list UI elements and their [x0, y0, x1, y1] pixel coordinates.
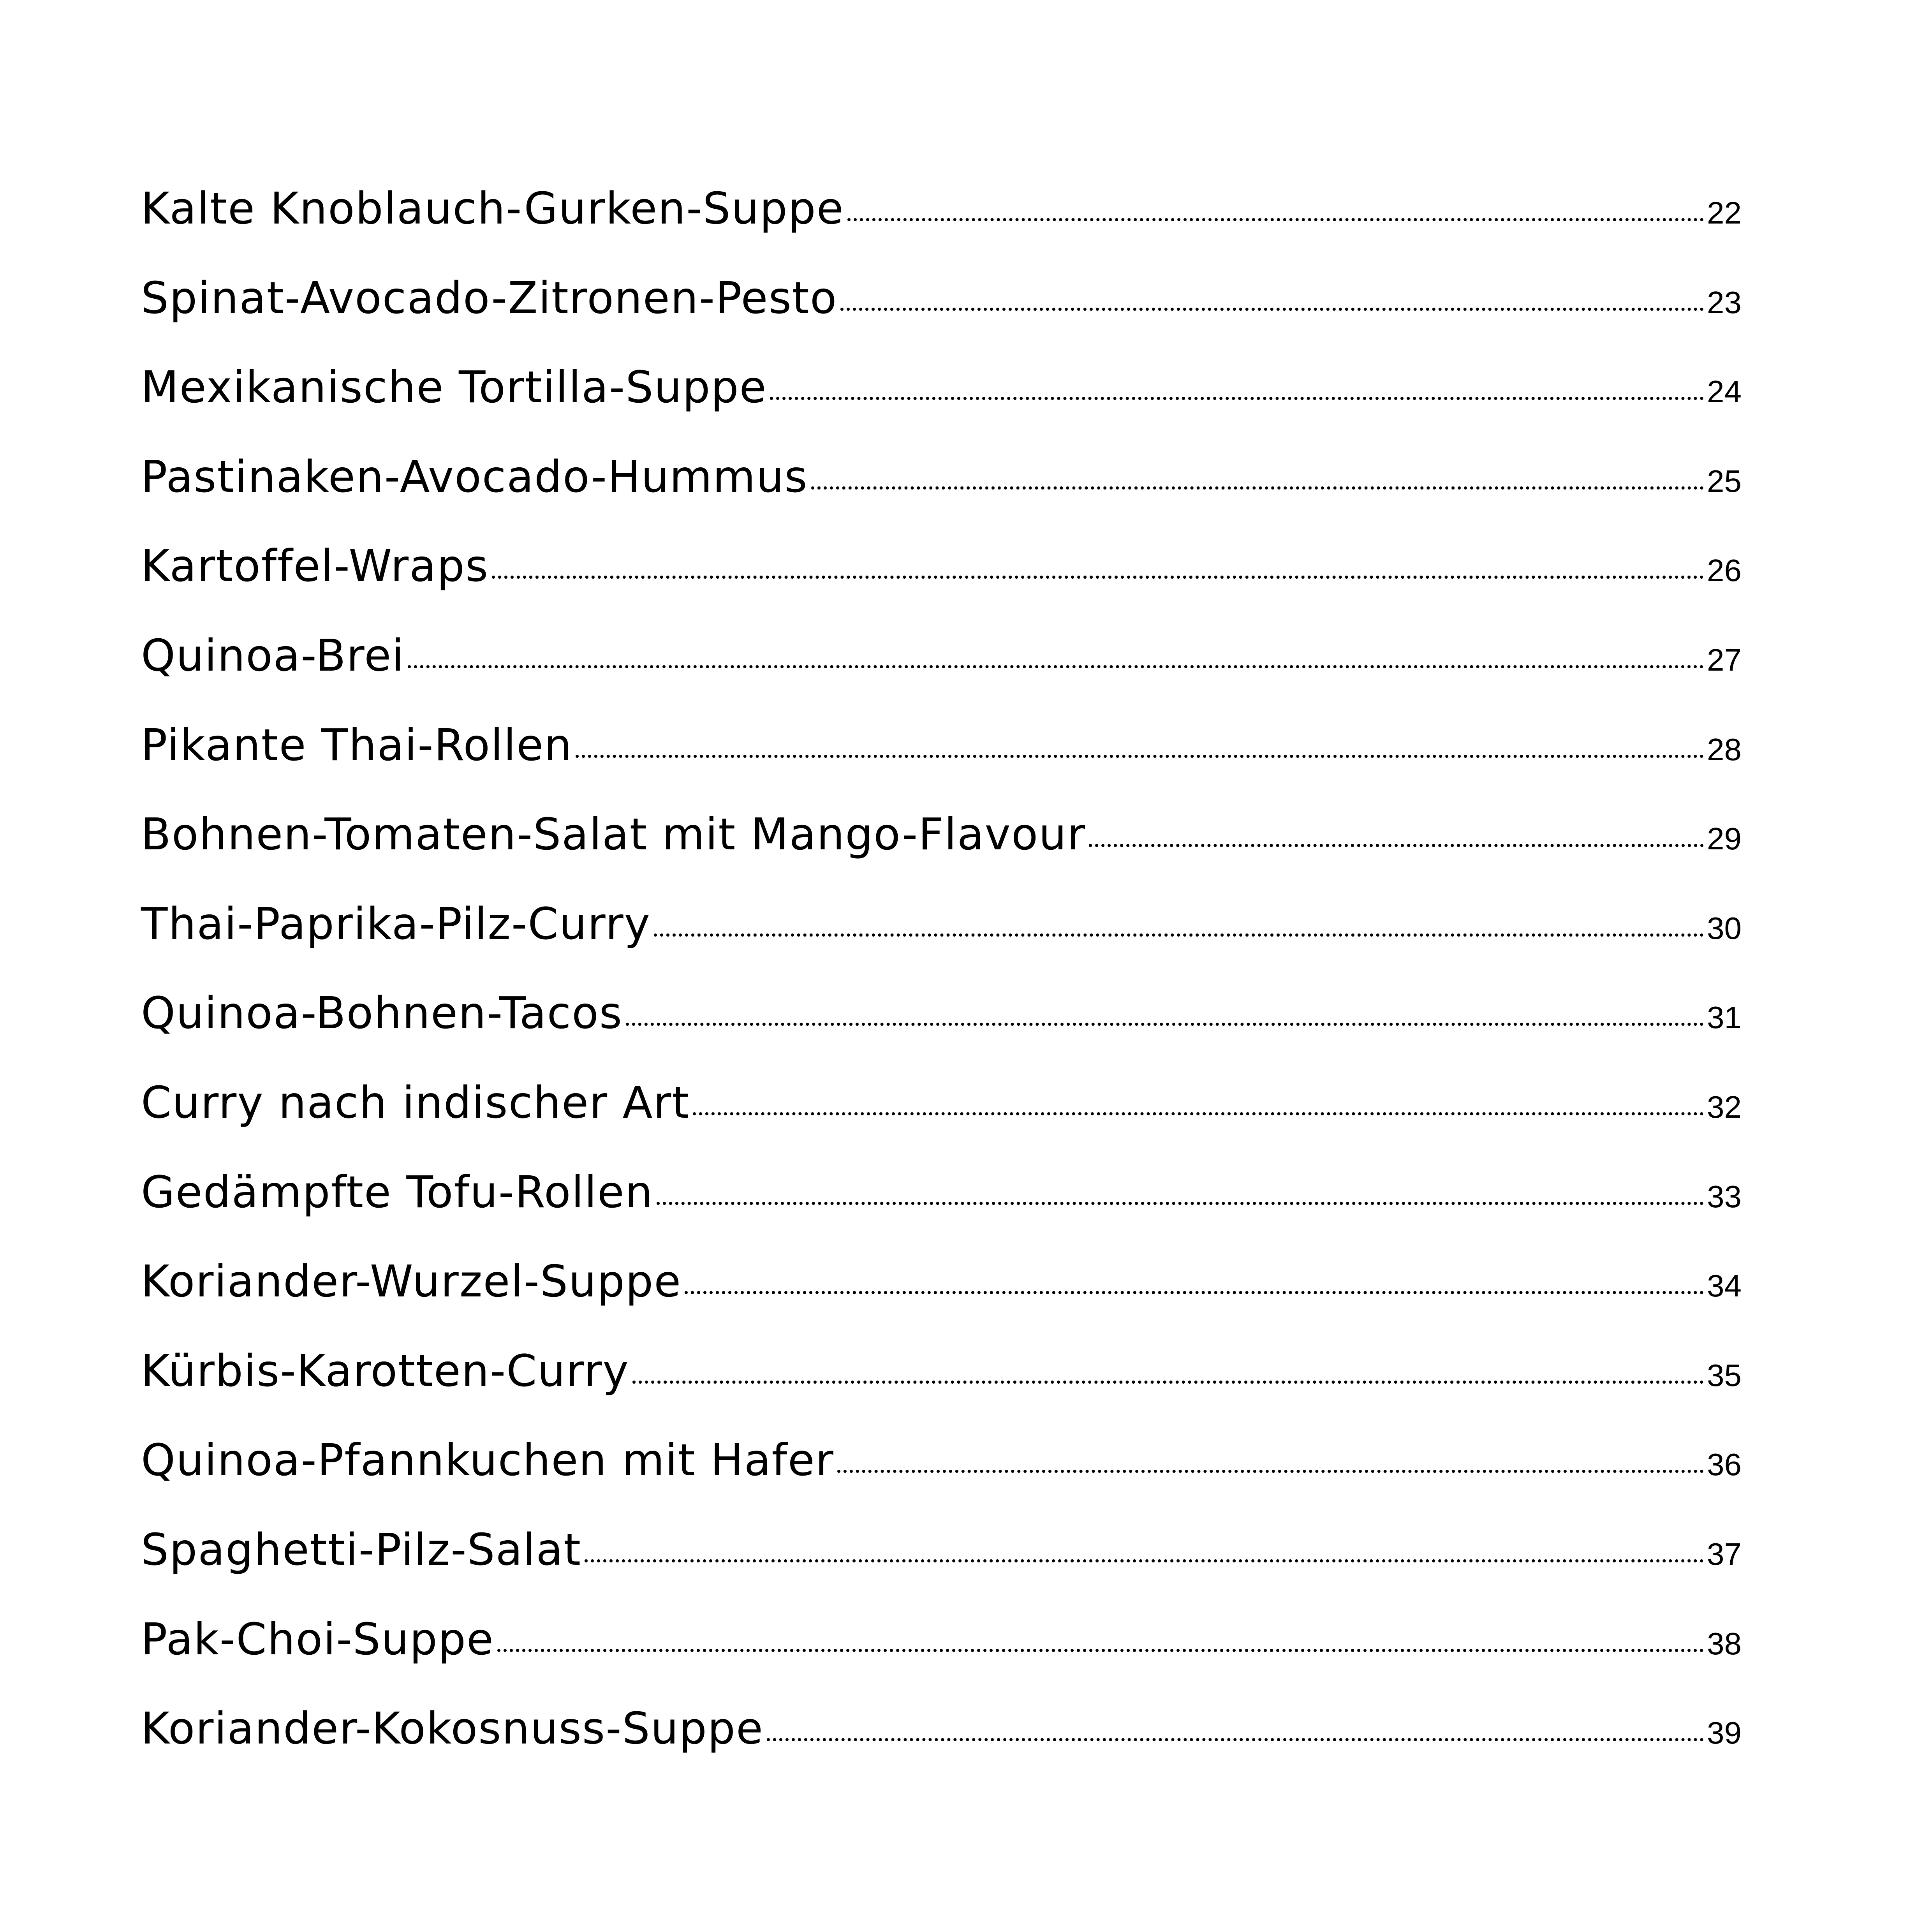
toc-entry[interactable] — [141, 432, 1742, 521]
dot-leader — [654, 933, 1704, 937]
toc-entry-title: Pikante Thai-Rollen — [141, 720, 573, 771]
toc-entry-title: Quinoa-Pfannkuchen mit Hafer — [141, 1435, 834, 1486]
table-of-contents — [141, 164, 1742, 1773]
toc-entry-page-number: 27 — [1707, 642, 1742, 677]
dot-leader — [767, 1738, 1704, 1741]
toc-entry-page-number: 25 — [1707, 463, 1742, 498]
toc-entry[interactable] — [141, 164, 1742, 253]
dot-leader — [576, 755, 1704, 758]
toc-entry[interactable] — [141, 1594, 1742, 1684]
toc-entry-title: Spaghetti-Pilz-Salat — [141, 1524, 582, 1575]
dot-leader — [492, 576, 1704, 579]
dot-leader — [693, 1112, 1704, 1115]
toc-entry[interactable] — [141, 1505, 1742, 1594]
toc-entry[interactable] — [141, 1415, 1742, 1505]
toc-entry[interactable] — [141, 1236, 1742, 1326]
dot-leader — [626, 1023, 1704, 1026]
dot-leader — [837, 1470, 1704, 1473]
toc-entry-title: Curry nach indischer Art — [141, 1077, 690, 1128]
dot-leader — [685, 1291, 1704, 1294]
toc-entry-page-number: 33 — [1707, 1179, 1742, 1214]
toc-entry-page-number: 35 — [1707, 1358, 1742, 1393]
toc-entry[interactable] — [141, 253, 1742, 343]
dot-leader — [770, 397, 1704, 400]
toc-entry-title: Bohnen-Tomaten-Salat mit Mango-Flavour — [141, 809, 1086, 860]
dot-leader — [632, 1381, 1704, 1384]
toc-entry[interactable] — [141, 789, 1742, 879]
toc-entry-title: Koriander-Kokosnuss-Suppe — [141, 1703, 764, 1754]
toc-entry-page-number: 30 — [1707, 911, 1742, 946]
toc-entry-title: Mexikanische Tortilla-Suppe — [141, 362, 767, 413]
toc-entry[interactable] — [141, 342, 1742, 432]
toc-entry-page-number: 38 — [1707, 1626, 1742, 1661]
toc-entry-page-number: 28 — [1707, 732, 1742, 767]
toc-entry-page-number: 24 — [1707, 374, 1742, 409]
dot-leader — [847, 218, 1704, 221]
toc-entry-title: Kürbis-Karotten-Curry — [141, 1346, 629, 1397]
toc-entry-page-number: 31 — [1707, 1000, 1742, 1035]
toc-entry-page-number: 23 — [1707, 285, 1742, 320]
toc-entry-title: Kalte Knoblauch-Gurken-Suppe — [141, 183, 844, 234]
toc-entry-title: Koriander-Wurzel-Suppe — [141, 1256, 682, 1307]
toc-entry-page-number: 29 — [1707, 821, 1742, 856]
toc-entry-title: Pastinaken-Avocado-Hummus — [141, 451, 808, 502]
toc-entry[interactable] — [141, 1326, 1742, 1416]
toc-entry[interactable] — [141, 968, 1742, 1058]
toc-entry-title: Pak-Choi-Suppe — [141, 1614, 494, 1665]
toc-entry-page-number: 26 — [1707, 553, 1742, 588]
toc-entry-page-number: 32 — [1707, 1089, 1742, 1124]
toc-entry[interactable] — [141, 521, 1742, 611]
toc-entry[interactable] — [141, 1684, 1742, 1773]
toc-entry-title: Quinoa-Bohnen-Tacos — [141, 988, 623, 1039]
toc-entry[interactable] — [141, 1058, 1742, 1147]
dot-leader — [497, 1649, 1704, 1652]
toc-entry-title: Kartoffel-Wraps — [141, 541, 489, 592]
dot-leader — [408, 665, 1704, 668]
toc-entry-page-number: 34 — [1707, 1268, 1742, 1303]
toc-entry-title: Thai-Paprika-Pilz-Curry — [141, 898, 651, 949]
toc-entry[interactable] — [141, 611, 1742, 700]
toc-entry-page-number: 37 — [1707, 1536, 1742, 1571]
toc-entry-title: Spinat-Avocado-Zitronen-Pesto — [141, 273, 838, 324]
toc-entry[interactable] — [141, 700, 1742, 790]
toc-entry-title: Quinoa-Brei — [141, 630, 405, 681]
toc-entry-title: Gedämpfte Tofu-Rollen — [141, 1167, 653, 1218]
toc-entry[interactable] — [141, 879, 1742, 969]
dot-leader — [585, 1559, 1704, 1562]
toc-entry[interactable] — [141, 1147, 1742, 1237]
toc-entry-page-number: 36 — [1707, 1447, 1742, 1482]
dot-leader — [1089, 844, 1704, 847]
toc-entry-page-number: 39 — [1707, 1715, 1742, 1751]
toc-entry-page-number: 22 — [1707, 195, 1742, 230]
dot-leader — [657, 1202, 1704, 1205]
dot-leader — [840, 308, 1704, 311]
dot-leader — [811, 486, 1704, 490]
